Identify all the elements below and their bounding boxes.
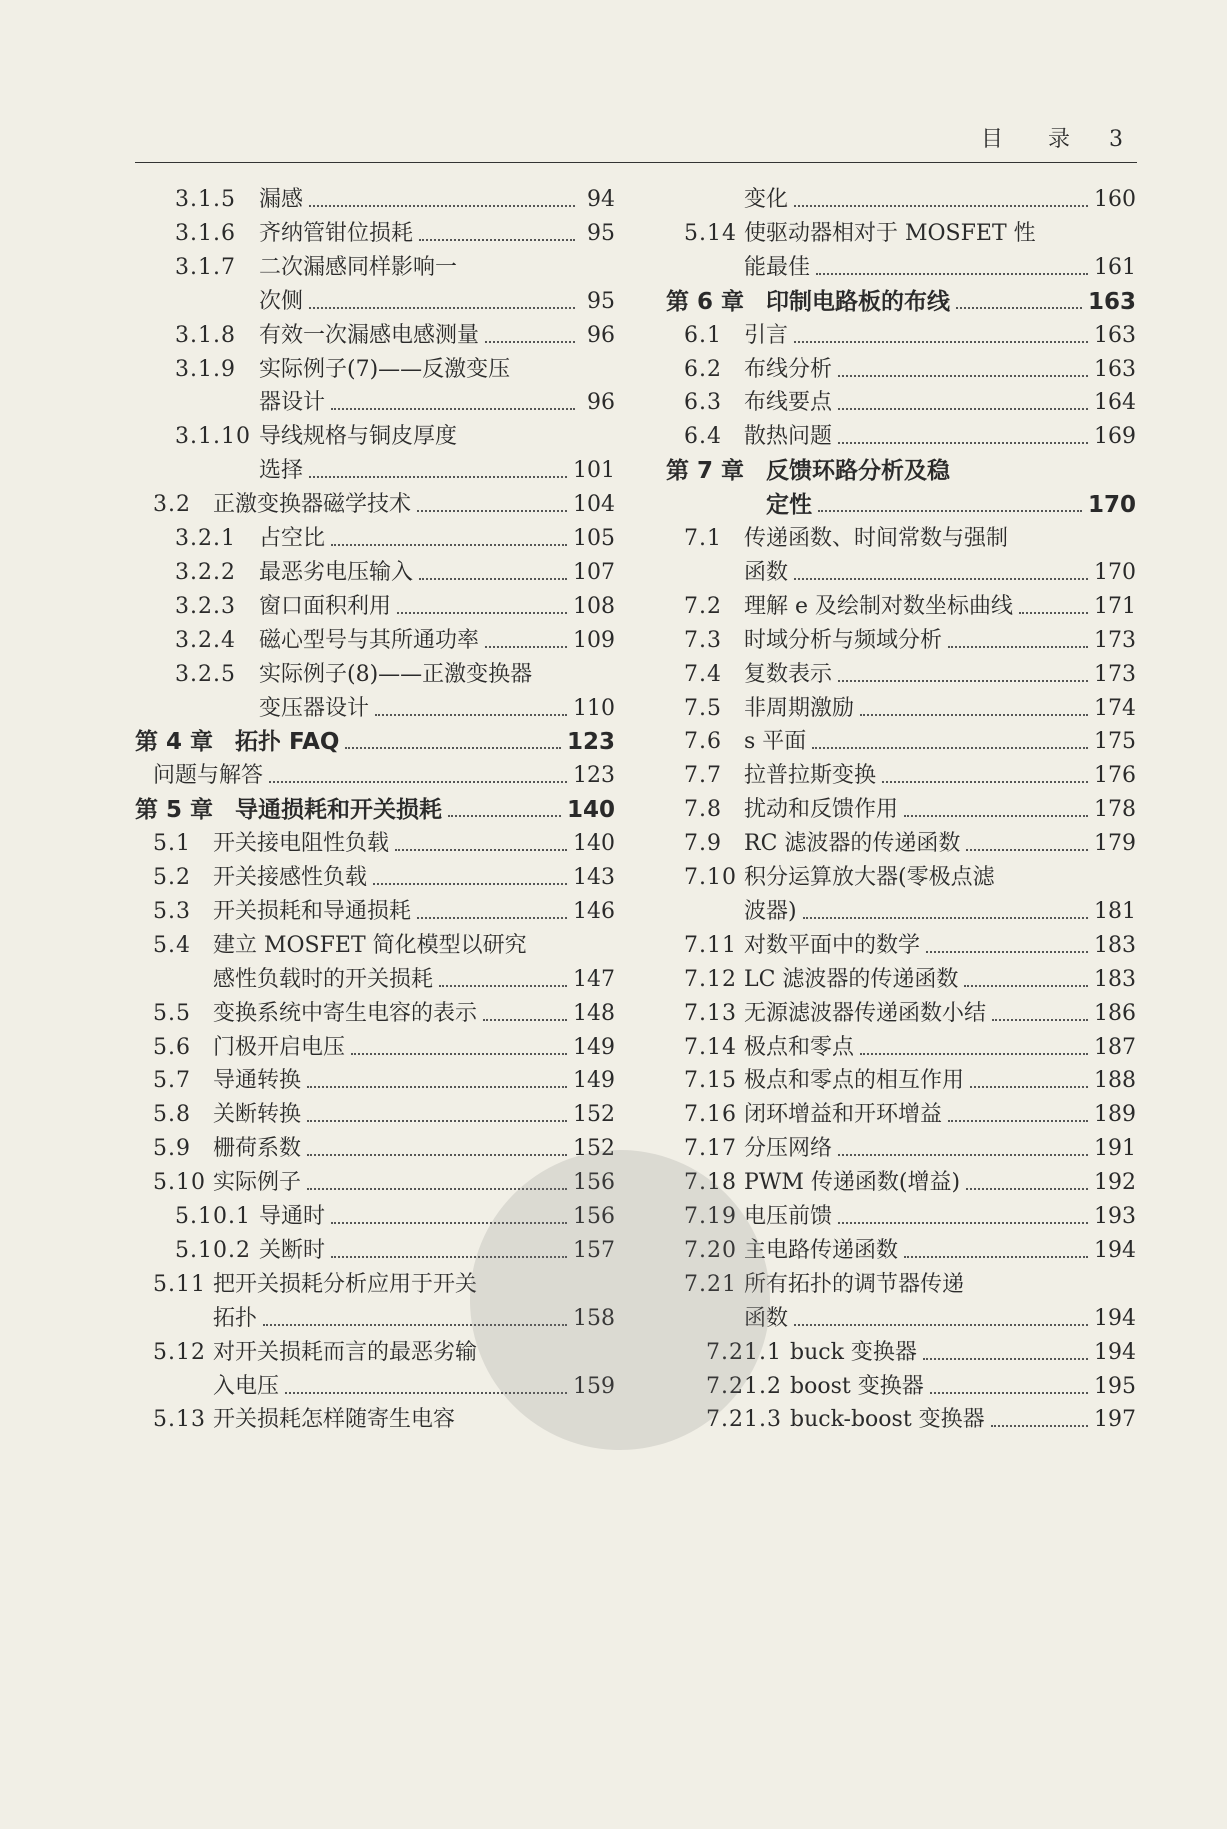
toc-page-number: 143 <box>573 865 615 890</box>
toc-section-number: 5.12 <box>153 1339 206 1365</box>
toc-section-title: 引言 <box>744 322 789 348</box>
toc-leader-dots <box>309 475 567 478</box>
toc-section-title: 函数 <box>744 559 789 585</box>
toc-section-title: 所有拓扑的调节器传递 <box>744 1271 965 1297</box>
toc-section-title: 闭环增益和开环增益 <box>744 1102 943 1128</box>
toc-page-number: 169 <box>1094 424 1136 450</box>
toc-section-number: 3.2.1 <box>175 526 236 551</box>
toc-section-title: 选择 <box>259 458 304 484</box>
toc-section-title: 感性负载时的开关损耗 <box>213 966 434 992</box>
toc-page-number: 171 <box>1094 593 1136 619</box>
toc-leader-dots <box>812 746 1088 749</box>
toc-section-number: 5.10 <box>153 1170 206 1196</box>
toc-section-title: 印制电路板的布线 <box>766 288 950 315</box>
toc-leader-dots <box>964 984 1088 987</box>
toc-section-title: 拉普拉斯变换 <box>744 763 877 789</box>
toc-section-number: 6.4 <box>684 424 722 450</box>
toc-leader-dots <box>307 1153 567 1156</box>
header-title: 目 录 <box>981 127 1072 152</box>
toc-section-title: 开关损耗怎样随寄生电容 <box>213 1407 456 1433</box>
toc-leader-dots <box>794 577 1088 580</box>
toc-section-number: 3.1.6 <box>175 220 236 246</box>
toc-leader-dots <box>904 814 1088 817</box>
toc-entry <box>666 1394 1136 1434</box>
toc-leader-dots <box>970 1085 1088 1088</box>
toc-leader-dots <box>794 204 1088 207</box>
toc-page-number: 174 <box>1094 695 1136 721</box>
toc-section-number: 5.14 <box>684 220 737 246</box>
toc-page-number: 101 <box>573 458 615 484</box>
toc-page-number: 152 <box>573 1102 615 1128</box>
toc-leader-dots <box>309 306 575 309</box>
toc-page-number: 147 <box>573 966 615 992</box>
toc-leader-dots <box>926 950 1088 953</box>
toc-leader-dots <box>966 848 1088 851</box>
toc-section-title: 非周期激励 <box>744 695 855 721</box>
toc-page-number: 158 <box>573 1305 615 1331</box>
toc-section-number: 7.7 <box>684 763 722 789</box>
toc-leader-dots <box>860 1052 1088 1055</box>
toc-section-number: 3.2.2 <box>175 559 236 585</box>
toc-section-title: 磁心型号与其所通功率 <box>259 627 480 653</box>
toc-section-title: 导通损耗和开关损耗 <box>235 797 442 824</box>
toc-leader-dots <box>818 509 1082 512</box>
toc-section-title: 对开关损耗而言的最恶劣输 <box>213 1339 478 1365</box>
toc-leader-dots <box>794 340 1088 343</box>
toc-leader-dots <box>838 679 1088 682</box>
toc-section-title: 正激变换器磁学技术 <box>213 492 412 518</box>
toc-page-number: 159 <box>573 1373 615 1399</box>
toc-section-title: boost 变换器 <box>790 1373 924 1399</box>
toc-leader-dots <box>966 1187 1088 1190</box>
toc-page-number: 191 <box>1094 1136 1136 1162</box>
toc-section-title: LC 滤波器的传递函数 <box>744 966 959 992</box>
toc-page-number: 183 <box>1094 932 1136 958</box>
toc-section-number: 5.10.2 <box>175 1237 251 1263</box>
toc-leader-dots <box>419 238 575 241</box>
toc-page-number: 123 <box>566 729 615 756</box>
toc-page-number: 105 <box>573 526 615 551</box>
toc-section-number: 3.2.4 <box>175 627 236 653</box>
toc-section-title: 齐纳管钳位损耗 <box>259 220 414 246</box>
toc-page-number: 149 <box>573 1068 615 1094</box>
toc-section-number: 3.1.8 <box>175 322 236 348</box>
toc-section-number: 3.1.10 <box>175 424 251 450</box>
toc-page-number: 157 <box>573 1237 615 1263</box>
toc-leader-dots <box>419 577 567 580</box>
toc-section-title: 导线规格与铜皮厚度 <box>259 424 458 450</box>
toc-section-number: 3.2.5 <box>175 661 236 687</box>
toc-section-number: 7.21 <box>684 1271 737 1297</box>
toc-section-number: 7.16 <box>684 1102 737 1128</box>
toc-leader-dots <box>992 1018 1088 1021</box>
toc-section-number: 7.6 <box>684 729 722 755</box>
toc-leader-dots <box>307 1119 567 1122</box>
toc-section-title: 复数表示 <box>744 661 833 687</box>
toc-page-number: 193 <box>1094 1204 1136 1229</box>
toc-section-number: 第 6 章 <box>666 288 745 315</box>
toc-section-title: buck-boost 变换器 <box>790 1407 985 1433</box>
toc-leader-dots <box>439 984 567 987</box>
toc-section-number: 7.3 <box>684 627 722 653</box>
toc-leader-dots <box>956 306 1082 309</box>
toc-page-number: 173 <box>1094 627 1136 653</box>
toc-leader-dots <box>307 1085 567 1088</box>
toc-section-number: 5.13 <box>153 1407 206 1433</box>
toc-section-number: 5.6 <box>153 1034 191 1060</box>
toc-section-number: 7.21.3 <box>706 1407 782 1433</box>
toc-section-title: 时域分析与频域分析 <box>744 627 943 653</box>
toc-leader-dots <box>483 1018 567 1021</box>
toc-section-title: 对数平面中的数学 <box>744 932 921 958</box>
toc-page-number: 163 <box>1094 356 1136 382</box>
toc-leader-dots <box>838 374 1088 377</box>
toc-section-number: 6.1 <box>684 322 722 348</box>
toc-section-title: 占空比 <box>259 526 326 551</box>
toc-page-number: 108 <box>573 593 615 619</box>
toc-leader-dots <box>1019 611 1088 614</box>
toc-section-number: 7.12 <box>684 966 737 992</box>
toc-section-number: 3.1.5 <box>175 187 236 212</box>
toc-leader-dots <box>991 1424 1088 1427</box>
toc-section-title: 使驱动器相对于 MOSFET 性 <box>744 220 1036 246</box>
toc-section-title: 漏感 <box>259 187 304 212</box>
toc-leader-dots <box>794 1323 1088 1326</box>
toc-leader-dots <box>331 543 567 546</box>
toc-section-number: 7.21.2 <box>706 1373 782 1399</box>
toc-page-number: 161 <box>1094 254 1136 280</box>
toc-leader-dots <box>397 611 567 614</box>
toc-section-number: 7.19 <box>684 1204 737 1229</box>
toc-page-number: 175 <box>1094 729 1136 755</box>
toc-section-number: 5.9 <box>153 1136 191 1162</box>
toc-page-number: 140 <box>566 797 615 824</box>
toc-page-number: 109 <box>573 627 615 653</box>
toc-leader-dots <box>860 713 1088 716</box>
toc-page-number: 123 <box>573 763 615 789</box>
toc-leader-dots <box>838 1221 1088 1224</box>
toc-page-number: 194 <box>1094 1339 1136 1365</box>
toc-page-number: 179 <box>1094 831 1136 857</box>
toc-section-title: 关断时 <box>259 1237 326 1263</box>
toc-section-number: 3.2.3 <box>175 593 236 619</box>
toc-section-title: 门极开启电压 <box>213 1034 346 1060</box>
toc-section-title: 布线分析 <box>744 356 833 382</box>
toc-page-number: 195 <box>1094 1373 1136 1399</box>
toc-section-title: 布线要点 <box>744 390 833 416</box>
toc-section-title: 无源滤波器传递函数小结 <box>744 1000 987 1026</box>
toc-page-number: 194 <box>1094 1237 1136 1263</box>
toc-page-number: 170 <box>1094 559 1136 585</box>
toc-section-number: 7.18 <box>684 1170 737 1196</box>
toc-leader-dots <box>417 509 567 512</box>
header-page-number: 3 <box>1109 127 1125 152</box>
toc-page-number: 181 <box>1094 898 1136 924</box>
toc-section-title: 次侧 <box>259 288 304 314</box>
toc-section-number: 7.17 <box>684 1136 737 1162</box>
toc-section-number: 7.8 <box>684 797 722 823</box>
toc-section-number: 7.4 <box>684 661 722 687</box>
toc-section-title: 导通时 <box>259 1204 326 1229</box>
toc-section-title: 开关接感性负载 <box>213 865 368 890</box>
toc-leader-dots <box>948 645 1088 648</box>
toc-page-number: 148 <box>573 1000 615 1026</box>
toc-section-number: 7.5 <box>684 695 722 721</box>
toc-page-number: 96 <box>587 390 615 416</box>
toc-section-number: 7.9 <box>684 831 722 857</box>
toc-leader-dots <box>395 848 567 851</box>
toc-section-title: 分压网络 <box>744 1136 833 1162</box>
toc-section-title: 传递函数、时间常数与强制 <box>744 526 1009 551</box>
toc-leader-dots <box>417 916 567 919</box>
toc-page-number: 163 <box>1094 322 1136 348</box>
toc-section-number: 5.5 <box>153 1000 191 1026</box>
toc-section-title: 问题与解答 <box>153 763 264 789</box>
toc-section-title: 扰动和反馈作用 <box>744 797 899 823</box>
toc-section-title: buck 变换器 <box>790 1339 917 1365</box>
toc-section-title: 开关损耗和导通损耗 <box>213 898 412 924</box>
toc-section-title: 二次漏感同样影响一 <box>259 254 458 280</box>
toc-leader-dots <box>375 713 567 716</box>
toc-leader-dots <box>948 1119 1088 1122</box>
toc-leader-dots <box>373 882 567 885</box>
toc-leader-dots <box>331 407 575 410</box>
toc-page-number: 197 <box>1094 1407 1136 1433</box>
toc-section-title: RC 滤波器的传递函数 <box>744 831 961 857</box>
toc-page-number: 188 <box>1094 1068 1136 1094</box>
toc-section-title: 极点和零点 <box>744 1034 855 1060</box>
toc-page-number: 107 <box>573 559 615 585</box>
toc-leader-dots <box>351 1052 567 1055</box>
toc-page-number: 170 <box>1087 492 1136 519</box>
toc-section-title: 入电压 <box>213 1373 280 1399</box>
toc-page-number: 96 <box>587 322 615 348</box>
toc-leader-dots <box>838 407 1088 410</box>
toc-page-number: 146 <box>573 898 615 924</box>
toc-section-number: 7.11 <box>684 932 737 958</box>
toc-section-title: 变压器设计 <box>259 695 370 721</box>
toc-leader-dots <box>448 814 561 817</box>
toc-section-title: s 平面 <box>744 729 807 755</box>
toc-leader-dots <box>803 916 1088 919</box>
toc-section-title: 定性 <box>766 492 812 519</box>
toc-page-number: 186 <box>1094 1000 1136 1026</box>
toc-section-title: 有效一次漏感电感测量 <box>259 322 480 348</box>
toc-section-title: 变化 <box>744 187 789 212</box>
toc-section-title: 实际例子(7)——反激变压 <box>259 356 511 382</box>
toc-page-number: 178 <box>1094 797 1136 823</box>
toc-section-number: 5.1 <box>153 831 191 857</box>
toc-page-number: 95 <box>587 288 615 314</box>
toc-leader-dots <box>923 1357 1088 1360</box>
toc-page-number: 160 <box>1094 187 1136 212</box>
toc-page-number: 104 <box>573 492 615 518</box>
toc-section-title: 导通转换 <box>213 1068 302 1094</box>
toc-section-title: 波器) <box>744 898 797 924</box>
toc-section-title: 窗口面积利用 <box>259 593 392 619</box>
toc-leader-dots <box>345 746 561 749</box>
toc-section-title: 积分运算放大器(零极点滤 <box>744 865 995 890</box>
toc-page-number: 110 <box>573 695 615 721</box>
toc-leader-dots <box>269 780 567 783</box>
toc-page-number: 163 <box>1087 288 1136 315</box>
toc-leader-dots <box>904 1255 1088 1258</box>
toc-section-number: 第 5 章 <box>135 797 214 824</box>
toc-section-number: 5.10.1 <box>175 1204 251 1229</box>
toc-section-number: 7.2 <box>684 593 722 619</box>
toc-section-title: 能最佳 <box>744 254 811 280</box>
toc-section-number: 7.21.1 <box>706 1339 782 1365</box>
toc-section-title: 变换系统中寄生电容的表示 <box>213 1000 478 1026</box>
toc-section-number: 3.1.9 <box>175 356 236 382</box>
toc-section-number: 第 7 章 <box>666 458 745 485</box>
toc-section-number: 3.1.7 <box>175 254 236 280</box>
toc-page-number: 176 <box>1094 763 1136 789</box>
toc-page-number: 164 <box>1094 390 1136 416</box>
toc-section-number: 5.7 <box>153 1068 191 1094</box>
toc-leader-dots <box>882 780 1088 783</box>
toc-section-number: 7.10 <box>684 865 737 890</box>
toc-page-number: 149 <box>573 1034 615 1060</box>
toc-section-title: 反馈环路分析及稳 <box>766 458 950 485</box>
toc-leader-dots <box>816 272 1088 275</box>
toc-page-number: 192 <box>1094 1170 1136 1196</box>
toc-section-title: 建立 MOSFET 简化模型以研究 <box>213 932 527 958</box>
toc-page-number: 95 <box>587 220 615 246</box>
toc-section-title: 拓扑 <box>213 1305 258 1331</box>
toc-section-number: 5.4 <box>153 932 191 958</box>
toc-page-number: 189 <box>1094 1102 1136 1128</box>
toc-section-number: 6.2 <box>684 356 722 382</box>
toc-section-title: 最恶劣电压输入 <box>259 559 414 585</box>
toc-section-number: 5.2 <box>153 865 191 890</box>
toc-leader-dots <box>838 441 1088 444</box>
toc-section-title: PWM 传递函数(增益) <box>744 1170 961 1196</box>
toc-page-number: 173 <box>1094 661 1136 687</box>
toc-section-title: 拓扑 FAQ <box>235 729 340 756</box>
toc-section-number: 6.3 <box>684 390 722 416</box>
toc-page-number: 194 <box>1094 1305 1136 1331</box>
toc-section-number: 第 4 章 <box>135 729 214 756</box>
toc-section-title: 电压前馈 <box>744 1204 833 1229</box>
toc-section-number: 7.1 <box>684 526 722 551</box>
toc-section-title: 关断转换 <box>213 1102 302 1128</box>
toc-section-title: 器设计 <box>259 390 326 416</box>
toc-leader-dots <box>838 1153 1088 1156</box>
toc-section-title: 散热问题 <box>744 424 833 450</box>
toc-page-number: 156 <box>573 1204 615 1229</box>
page-header <box>135 118 1137 163</box>
toc-section-title: 理解 e 及绘制对数坐标曲线 <box>744 593 1014 619</box>
toc-page-number: 187 <box>1094 1034 1136 1060</box>
toc-section-title: 极点和零点的相互作用 <box>744 1068 965 1094</box>
toc-section-title: 栅荷系数 <box>213 1136 302 1162</box>
toc-section-number: 7.13 <box>684 1000 737 1026</box>
toc-page-number: 152 <box>573 1136 615 1162</box>
toc-page-number: 183 <box>1094 966 1136 992</box>
toc-section-number: 7.14 <box>684 1034 737 1060</box>
toc-section-title: 函数 <box>744 1305 789 1331</box>
toc-leader-dots <box>485 340 575 343</box>
toc-section-title: 把开关损耗分析应用于开关 <box>213 1271 478 1297</box>
toc-leader-dots <box>930 1391 1088 1394</box>
toc-section-title: 主电路传递函数 <box>744 1237 899 1263</box>
toc-section-number: 5.3 <box>153 898 191 924</box>
toc-page-number: 94 <box>587 187 615 212</box>
toc-section-number: 7.15 <box>684 1068 737 1094</box>
toc-section-title: 实际例子 <box>213 1170 302 1196</box>
toc-section-title: 开关接电阻性负载 <box>213 831 390 857</box>
toc-leader-dots <box>485 645 567 648</box>
toc-section-title: 实际例子(8)——正激变换器 <box>259 661 533 687</box>
toc-section-number: 5.11 <box>153 1271 206 1297</box>
toc-section-number: 5.8 <box>153 1102 191 1128</box>
toc-leader-dots <box>309 204 575 207</box>
toc-page-number: 156 <box>573 1170 615 1196</box>
toc-page-number: 140 <box>573 831 615 857</box>
toc-section-number: 7.20 <box>684 1237 737 1263</box>
toc-section-number: 3.2 <box>153 492 191 518</box>
